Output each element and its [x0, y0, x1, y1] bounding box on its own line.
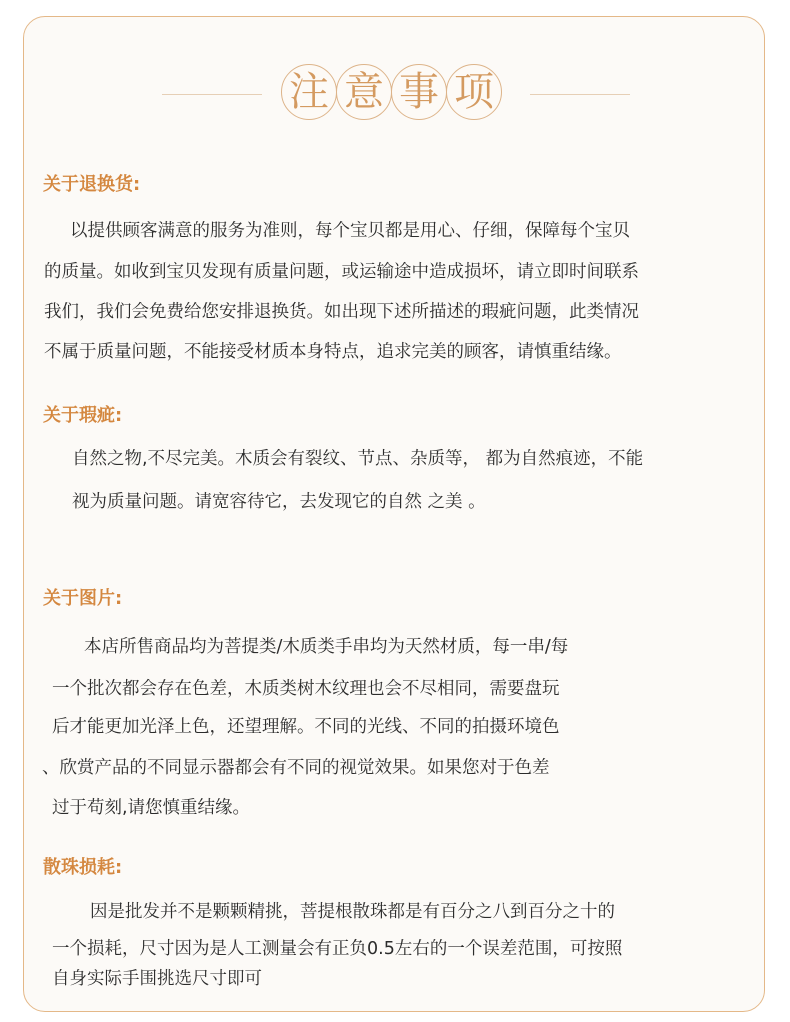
notice-card — [23, 16, 765, 1012]
returns-line-4: 不属于质量问题，不能接受材质本身特点，追求完美的顾客，请慎重结缘。 — [44, 342, 622, 362]
title-char-2: 意 — [336, 64, 392, 120]
loss-line-3: 自身实际手围挑选尺寸即可 — [52, 969, 262, 989]
title-divider-left — [162, 94, 262, 95]
section-flaws-heading: 关于瑕疵: — [43, 405, 123, 426]
loss-line-2: 一个损耗，尺寸因为是人工测量会有正负0.5左右的一个误差范围，可按照 — [52, 939, 623, 959]
returns-line-2: 的质量。如收到宝贝发现有质量问题，或运输途中造成损坏，请立即时间联系 — [44, 262, 639, 282]
section-images-heading: 关于图片: — [43, 588, 123, 609]
title-banner — [0, 64, 790, 126]
images-line-5: 过于苟刻,请您慎重结缘。 — [52, 798, 251, 818]
title-char-1: 注 — [281, 64, 337, 120]
title-char-3: 事 — [391, 64, 447, 120]
flaws-line-2: 视为质量问题。请宽容待它，去发现它的自然 之美 。 — [72, 492, 486, 512]
flaws-line-1: 自然之物,不尽完美。木质会有裂纹、节点、杂质等， 都为自然痕迹，不能 — [72, 449, 644, 469]
returns-line-3: 我们，我们会免费给您安排退换货。如出现下述所描述的瑕疵问题，此类情况 — [44, 302, 639, 322]
images-line-3: 后才能更加光泽上色，还望理解。不同的光线、不同的拍摄环境色 — [52, 717, 560, 737]
section-returns-heading: 关于退换货: — [43, 174, 141, 195]
images-line-4: 、欣赏产品的不同显示器都会有不同的视觉效果。如果您对于色差 — [42, 758, 550, 778]
section-loss-heading: 散珠损耗: — [43, 857, 123, 878]
images-line-1: 本店所售商品均为菩提类/木质类手串均为天然材质，每一串/每 — [84, 637, 569, 657]
images-line-2: 一个批次都会存在色差，木质类树木纹理也会不尽相同，需要盘玩 — [52, 679, 560, 699]
loss-line-1: 因是批发并不是颗颗精挑，菩提根散珠都是有百分之八到百分之十的 — [90, 902, 615, 922]
title-divider-right — [530, 94, 630, 95]
returns-line-1: 以提供顾客满意的服务为准则，每个宝贝都是用心、仔细，保障每个宝贝 — [70, 221, 630, 241]
title-char-4: 项 — [446, 64, 502, 120]
